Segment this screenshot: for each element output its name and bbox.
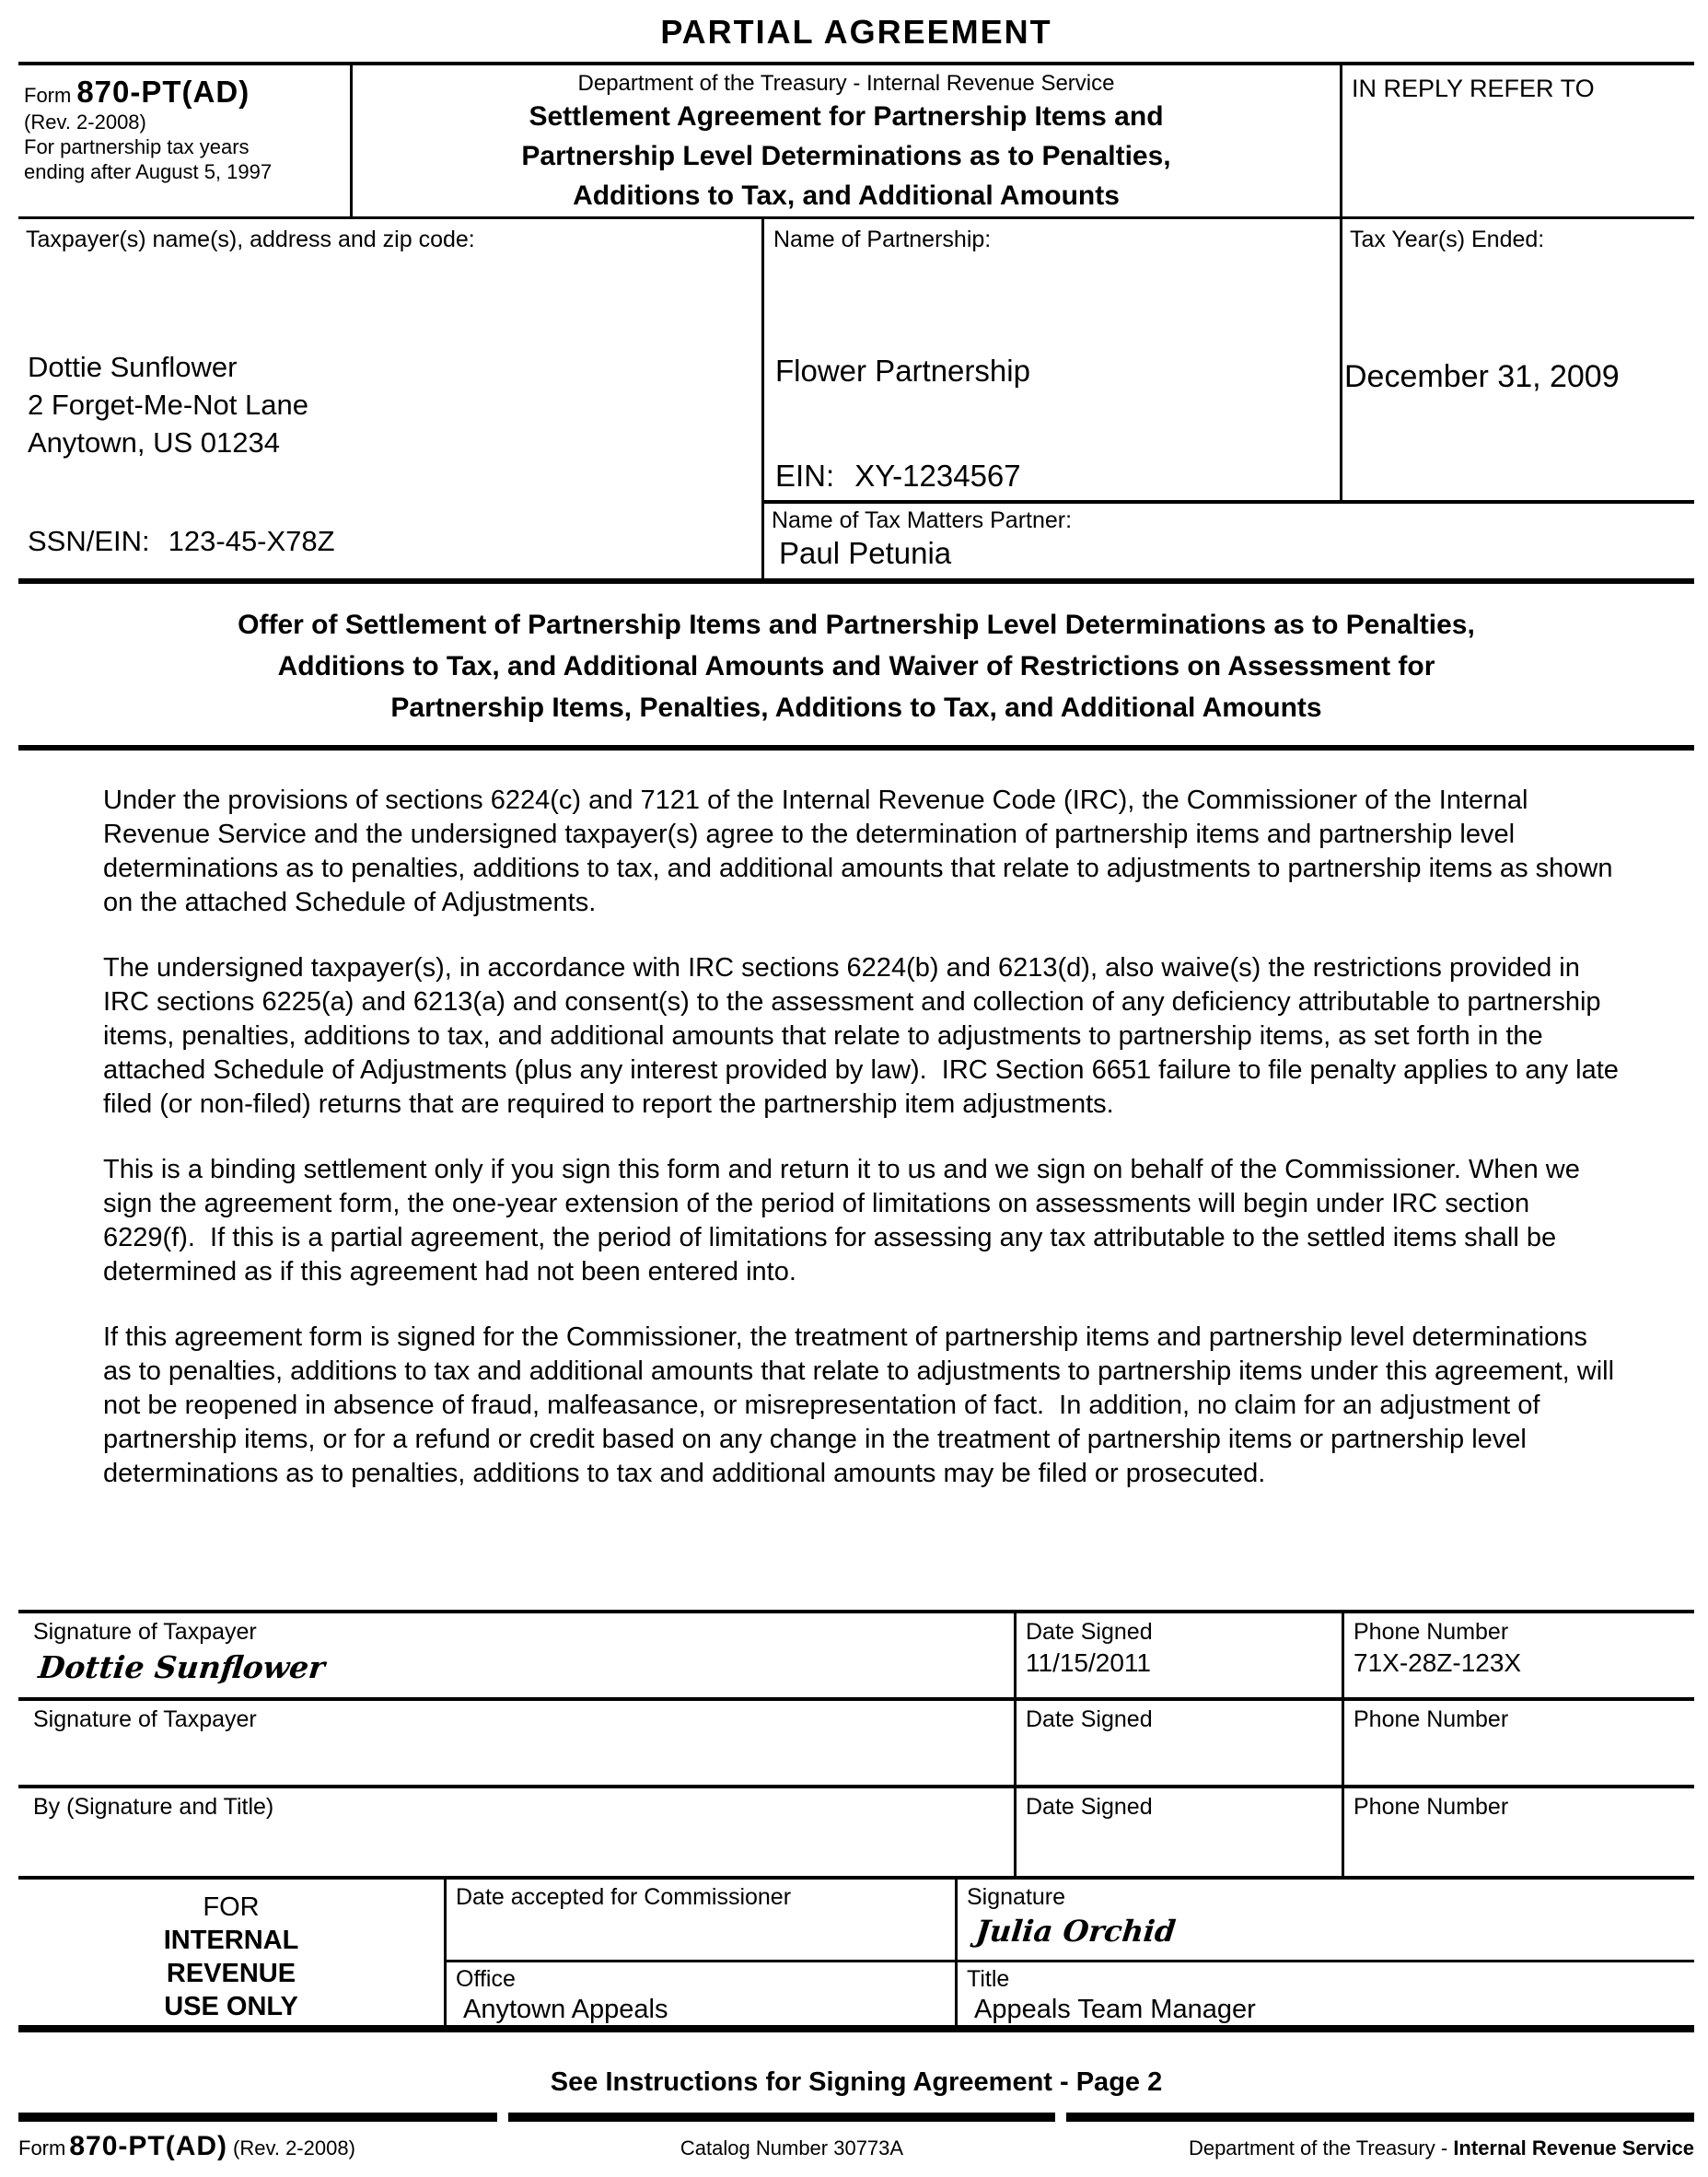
- office-label: Office: [456, 1966, 516, 1992]
- applicability-line-2: ending after August 5, 1997: [24, 160, 273, 183]
- footer-catalog-number: Catalog Number 30773A: [680, 2136, 904, 2160]
- partnership-cell: [764, 219, 1342, 500]
- irs-use-only-heading: [18, 1880, 447, 2025]
- date-signed-label: Date Signed: [1026, 1706, 1153, 1732]
- tax-year-value: December 31, 2009: [1344, 359, 1620, 394]
- footer-bar-segment: [508, 2113, 1055, 2122]
- commissioner-signature-cell: [958, 1880, 1694, 1962]
- form-title-line-3: Additions to Tax, and Additional Amounts: [573, 180, 1120, 211]
- form-word: Form: [24, 84, 72, 107]
- tax-year-cell: [1342, 219, 1694, 500]
- ein-line: [775, 459, 1021, 494]
- footer-form-number-value: 870-PT(AD): [69, 2131, 228, 2161]
- phone-number-label: Phone Number: [1354, 1706, 1509, 1732]
- applicability-line-1: For partnership tax years: [24, 135, 250, 158]
- date-signed-label: Date Signed: [1026, 1794, 1153, 1820]
- footer-form-word: Form: [18, 2136, 66, 2160]
- date-signed-cell: [1017, 1788, 1344, 1876]
- signature-label: Signature of Taxpayer: [33, 1706, 257, 1732]
- phone-number-cell: [1344, 1613, 1694, 1697]
- form-number-line: [24, 75, 344, 110]
- irs-heading-line-1: FOR: [203, 1892, 260, 1922]
- irs-use-only-table: [18, 1876, 1694, 2032]
- irs-signature-title-column: [958, 1880, 1694, 2025]
- commissioner-signature-value: Julia Orchid: [974, 1914, 1178, 1949]
- office-value: Anytown Appeals: [463, 1995, 668, 2024]
- irs-heading-line-4: USE ONLY: [164, 1992, 298, 2021]
- body-paragraph-1: Under the provisions of sections 6224(c) and 7121 of the Internal Revenue Code (IRC), the Commissioner of the Internal Revenue Service and the undersigned taxpayer(s) agree to the determination of partnership items and partnership level determinations as to penalties, additions to tax, and additional amounts that relate to adjustments to partnership items as shown on the attached Schedule of Adjustments.: [103, 786, 1621, 917]
- taxpayer-cell: [18, 219, 764, 578]
- phone-number-cell: [1344, 1701, 1694, 1785]
- body-paragraph-3: This is a binding settlement only if you sign this form and return it to us and we sign on behalf of the Commissioner. When we sign the agreement form, the one-year extension of the period of limitations on assessments will begin under IRC section 6229(f). If this is a partial agreement, the period of limitations for assessing any tax attributable to the settled items shall be determined as if this agreement had not been entered into.: [103, 1155, 1587, 1286]
- footer-bar-segment: [1066, 2113, 1694, 2122]
- signature-table: [18, 1610, 1694, 1876]
- date-signed-label: Date Signed: [1026, 1619, 1153, 1645]
- commissioner-title-cell: [958, 1962, 1694, 2025]
- footer-divider-bar: [18, 2113, 1694, 2122]
- date-signed-cell: [1017, 1613, 1344, 1697]
- agency-line: Department of the Treasury - Internal Revenue Service: [577, 71, 1115, 96]
- irs-date-office-column: [447, 1880, 958, 2025]
- phone-number-label: Phone Number: [1354, 1794, 1509, 1820]
- offer-title-block: [18, 584, 1694, 751]
- signature-row-3: [18, 1788, 1694, 1876]
- office-cell: [447, 1962, 955, 2025]
- phone-number-cell: [1344, 1788, 1694, 1876]
- form-number: 870-PT(AD): [76, 75, 250, 109]
- ssn-ein-label: SSN/EIN:: [28, 525, 150, 557]
- offer-title-line-1: Offer of Settlement of Partnership Items and Partnership Level Determinations as to Penalties,: [238, 610, 1475, 640]
- irs-heading-line-3: REVENUE: [166, 1959, 296, 1988]
- date-accepted-cell: [447, 1880, 955, 1962]
- see-instructions-note: See Instructions for Signing Agreement - Page 2: [550, 2067, 1163, 2097]
- tax-matters-partner-label: Name of Tax Matters Partner:: [772, 507, 1073, 533]
- signature-row-1: [18, 1613, 1694, 1701]
- footer-row: [18, 2131, 1694, 2162]
- offer-title-line-3: Partnership Items, Penalties, Additions to Tax, and Additional Amounts: [390, 693, 1322, 723]
- footer-form-revision: (Rev. 2-2008): [233, 2136, 355, 2160]
- date-signed-cell: [1017, 1701, 1344, 1785]
- commissioner-title-label: Title: [967, 1966, 1010, 1992]
- date-accepted-label: Date accepted for Commissioner: [456, 1884, 792, 1910]
- form-revision: (Rev. 2-2008): [24, 111, 146, 134]
- ein-label: EIN:: [775, 459, 835, 493]
- footer-bar-segment: [18, 2113, 497, 2122]
- partnership-info-column: [764, 219, 1694, 578]
- taxpayer-address-line-2: Anytown, US 01234: [28, 426, 281, 459]
- body-paragraph-4: If this agreement form is signed for the Commissioner, the treatment of partnership items and partnership level determinations as to penalties, additions to tax and additional amounts that relate to adjustments to partnership items under this agreement, will not be reopened in absence of fraud, malfeasance, or misrepresentation of fact. In addition, no claim for an adjustment of partnership items, or for a refund or credit based on any change in the treatment of partnership items or partnership level determinations as to penalties, additions to tax and additional amounts may be filed or prosecuted.: [103, 1322, 1622, 1488]
- footer-form-number: [18, 2131, 516, 2162]
- ssn-ein-line: [28, 525, 335, 558]
- form-header-table: [18, 62, 1694, 219]
- form-title-line-2: Partnership Level Determinations as to Penalties,: [521, 141, 1171, 171]
- by-signature-cell: [18, 1788, 1017, 1876]
- phone-number-value: 71X-28Z-123X: [1354, 1648, 1522, 1677]
- tax-matters-partner-cell: [764, 504, 1694, 578]
- signature-label: Signature of Taxpayer: [33, 1619, 257, 1645]
- footer-agency-prefix: Department of the Treasury -: [1188, 2136, 1448, 2160]
- taxpayer-info-table: [18, 219, 1694, 584]
- commissioner-title-value: Appeals Team Manager: [974, 1995, 1256, 2024]
- phone-number-label: Phone Number: [1354, 1619, 1509, 1645]
- commissioner-signature-label: Signature: [967, 1884, 1066, 1910]
- partnership-label: Name of Partnership:: [773, 227, 992, 252]
- page-content: [18, 0, 1694, 2162]
- body-paragraph-2: The undersigned taxpayer(s), in accordance with IRC sections 6224(b) and 6213(d), also waive(s) the restrictions provided in IRC sections 6225(a) and 6213(a) and consent(s) to the assessment and collection of any deficiency attributable to partnership items, penalties, additions to tax, and additional amounts that relate to adjustments to partnership items, as set forth in the attached Schedule of Adjustments (plus any interest provided by law). IRC Section 6651 failure to file penalty applies to any late filed (or non-filed) returns that are required to report the partnership item adjustments.: [103, 953, 1626, 1119]
- form-number-cell: [18, 65, 350, 216]
- footer-agency: [1068, 2136, 1694, 2160]
- page-title: PARTIAL AGREEMENT: [660, 13, 1052, 51]
- tax-matters-partner-name: Paul Petunia: [779, 536, 952, 570]
- agreement-body: [18, 751, 1694, 1610]
- by-signature-label: By (Signature and Title): [33, 1794, 274, 1820]
- partnership-name: Flower Partnership: [775, 354, 1030, 388]
- footer-agency-name: Internal Revenue Service: [1453, 2136, 1694, 2160]
- taxpayer-label: Taxpayer(s) name(s), address and zip code:: [26, 227, 475, 252]
- form-title-cell: [350, 65, 1342, 216]
- signature-cell: [18, 1701, 1017, 1785]
- ein-value: XY-1234567: [854, 459, 1021, 493]
- taxpayer-address: [28, 348, 308, 461]
- tax-year-label: Tax Year(s) Ended:: [1350, 227, 1545, 252]
- form-title-line-1: Settlement Agreement for Partnership Items and: [529, 101, 1164, 132]
- irs-heading-line-2: INTERNAL: [163, 1926, 299, 1955]
- signature-cell: [18, 1613, 1017, 1697]
- date-signed-value: 11/15/2011: [1026, 1648, 1151, 1677]
- taxpayer-address-line-1: 2 Forget-Me-Not Lane: [28, 389, 308, 421]
- offer-title-line-2: Additions to Tax, and Additional Amounts and Waiver of Restrictions on Assessment for: [277, 651, 1435, 681]
- ssn-ein-value: 123-45-X78Z: [168, 525, 335, 557]
- taxpayer-name: Dottie Sunflower: [28, 351, 238, 383]
- taxpayer-signature: Dottie Sunflower: [36, 1649, 327, 1685]
- signature-row-2: [18, 1701, 1694, 1788]
- partnership-row: [764, 219, 1694, 504]
- in-reply-refer-to-cell: IN REPLY REFER TO: [1352, 75, 1595, 102]
